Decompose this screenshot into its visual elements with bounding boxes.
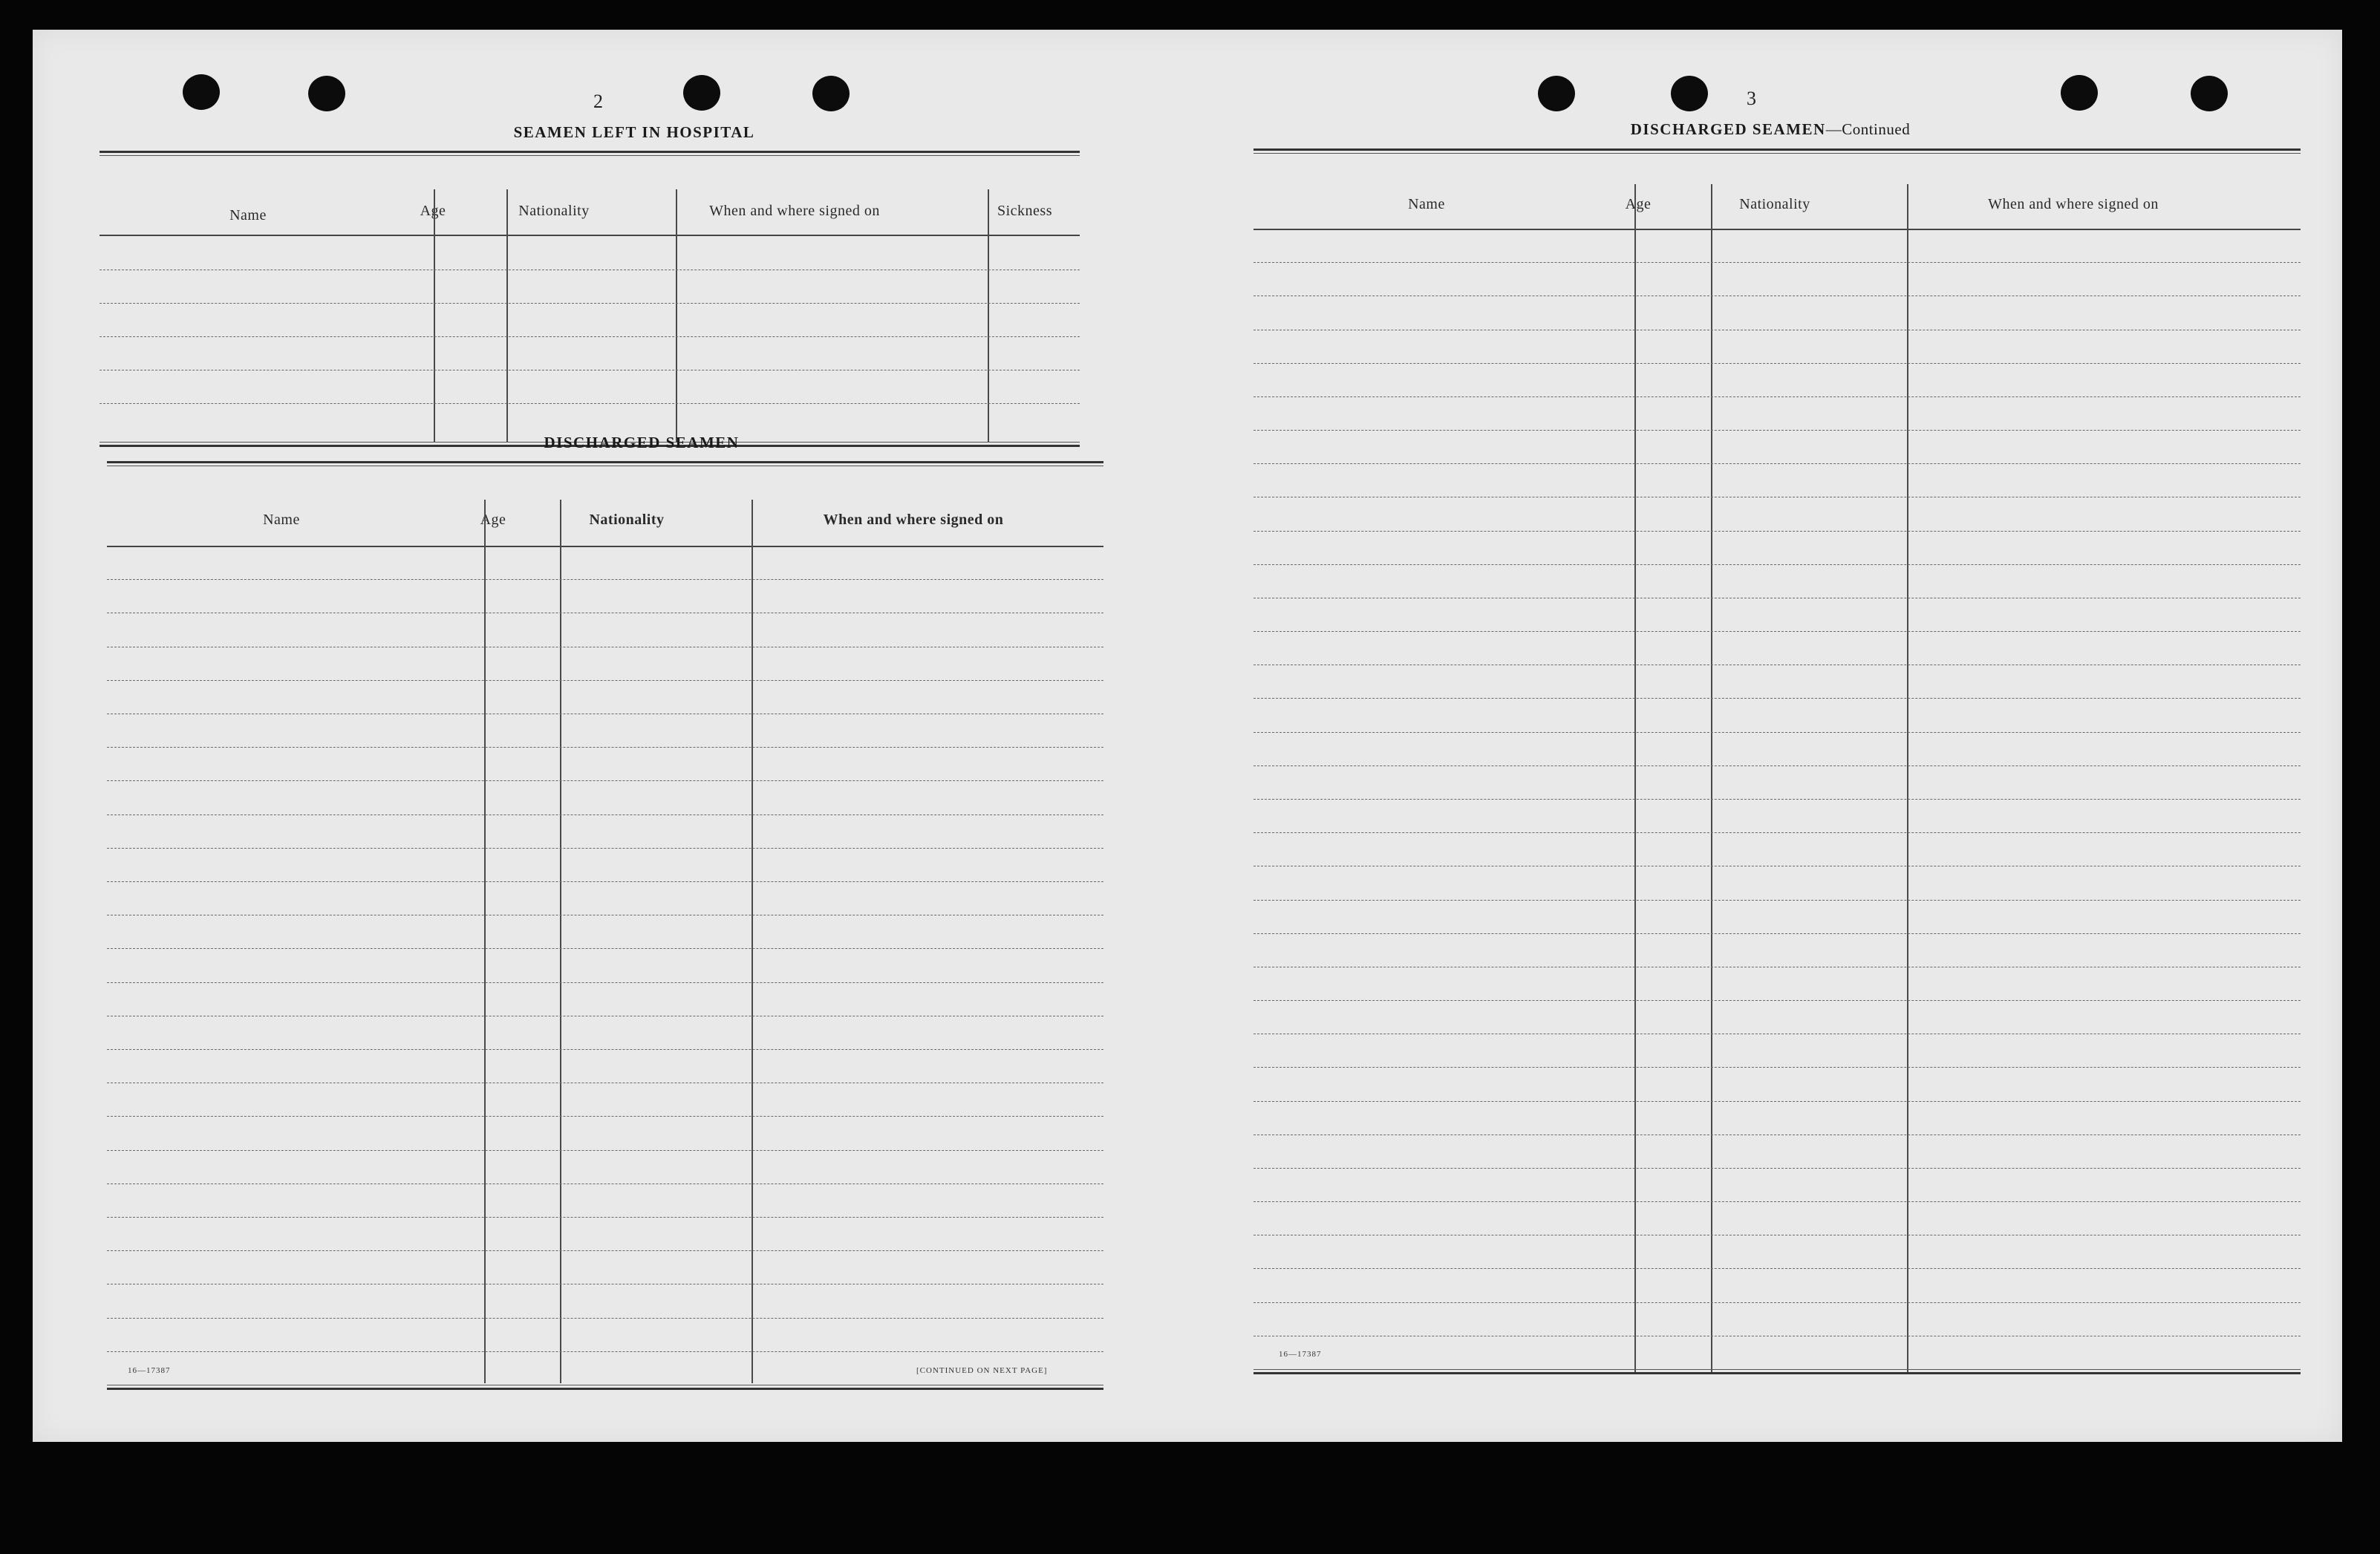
discharged-continued-suffix: —Continued bbox=[1825, 120, 1911, 138]
table-row bbox=[1253, 900, 2301, 901]
table-row bbox=[107, 1351, 1103, 1352]
discharged-continued-title-main: DISCHARGED SEAMEN bbox=[1630, 120, 1826, 138]
punch-hole bbox=[183, 74, 220, 110]
punch-hole bbox=[683, 75, 720, 111]
continued-note: [CONTINUED ON NEXT PAGE] bbox=[916, 1366, 1048, 1375]
punch-hole bbox=[308, 76, 345, 111]
table-row bbox=[100, 336, 1080, 337]
table-row bbox=[107, 848, 1103, 849]
document-sheet bbox=[33, 30, 2342, 1442]
table-row bbox=[1253, 531, 2301, 532]
discharged-table-right bbox=[1253, 148, 2301, 1381]
punch-hole bbox=[1671, 76, 1708, 111]
column-header-age: Age bbox=[420, 203, 446, 219]
table-row bbox=[107, 579, 1103, 580]
right-page-number: 3 bbox=[1747, 88, 1756, 109]
table-row bbox=[107, 747, 1103, 748]
table-row bbox=[1253, 1000, 2301, 1001]
column-header-sickness: Sickness bbox=[997, 203, 1052, 219]
table-row bbox=[1253, 933, 2301, 934]
form-number-right: 16—17387 bbox=[1279, 1350, 1322, 1359]
table-row bbox=[107, 948, 1103, 949]
table-row bbox=[1253, 1201, 2301, 1202]
table-row bbox=[1253, 363, 2301, 364]
discharged-table-left bbox=[107, 461, 1103, 1389]
punch-hole bbox=[812, 76, 850, 111]
form-number-left: 16—17387 bbox=[128, 1366, 171, 1375]
left-page-number: 2 bbox=[593, 91, 603, 112]
hospital-table bbox=[100, 151, 1080, 445]
table-row bbox=[107, 1150, 1103, 1151]
column-header-name: Name bbox=[229, 207, 267, 223]
table-row bbox=[107, 982, 1103, 983]
table-row bbox=[1253, 698, 2301, 699]
table-row bbox=[107, 780, 1103, 781]
table-row bbox=[107, 1250, 1103, 1251]
table-row bbox=[107, 1318, 1103, 1319]
punch-hole bbox=[2061, 75, 2098, 111]
table-row bbox=[107, 680, 1103, 681]
table-row bbox=[100, 403, 1080, 404]
table-row bbox=[107, 881, 1103, 882]
table-row bbox=[1253, 1168, 2301, 1169]
table-row bbox=[1253, 1067, 2301, 1068]
table-row bbox=[1253, 631, 2301, 632]
column-header-age: Age bbox=[1625, 196, 1652, 212]
column-header-signed-on: When and where signed on bbox=[823, 512, 1004, 528]
table-row bbox=[1253, 832, 2301, 833]
table-row bbox=[1253, 262, 2301, 263]
table-row bbox=[107, 1116, 1103, 1117]
discharged-table-title: DISCHARGED SEAMEN bbox=[544, 434, 740, 451]
column-header-nationality: Nationality bbox=[518, 203, 590, 219]
table-row bbox=[1253, 732, 2301, 733]
table-row bbox=[1253, 799, 2301, 800]
table-row bbox=[100, 303, 1080, 304]
punch-hole bbox=[1538, 76, 1575, 111]
column-header-signed-on: When and where signed on bbox=[709, 203, 880, 219]
table-row bbox=[1253, 1302, 2301, 1303]
column-header-age: Age bbox=[480, 512, 506, 528]
column-header-signed-on: When and where signed on bbox=[1988, 196, 2159, 212]
table-row bbox=[107, 814, 1103, 815]
table-row bbox=[1253, 463, 2301, 464]
punch-hole bbox=[2191, 76, 2228, 111]
table-row bbox=[1253, 430, 2301, 431]
column-header-name: Name bbox=[1408, 196, 1445, 212]
table-row bbox=[107, 1217, 1103, 1218]
table-row bbox=[1253, 1268, 2301, 1269]
discharged-continued-title bbox=[1533, 120, 2008, 139]
table-row bbox=[1253, 1101, 2301, 1102]
column-header-name: Name bbox=[263, 512, 300, 528]
column-header-nationality: Nationality bbox=[589, 512, 665, 528]
table-row bbox=[1253, 564, 2301, 565]
column-header-nationality: Nationality bbox=[1739, 196, 1810, 212]
table-row bbox=[1253, 396, 2301, 397]
hospital-table-title: SEAMEN LEFT IN HOSPITAL bbox=[513, 123, 755, 141]
table-row bbox=[1253, 765, 2301, 766]
table-row bbox=[107, 1049, 1103, 1050]
